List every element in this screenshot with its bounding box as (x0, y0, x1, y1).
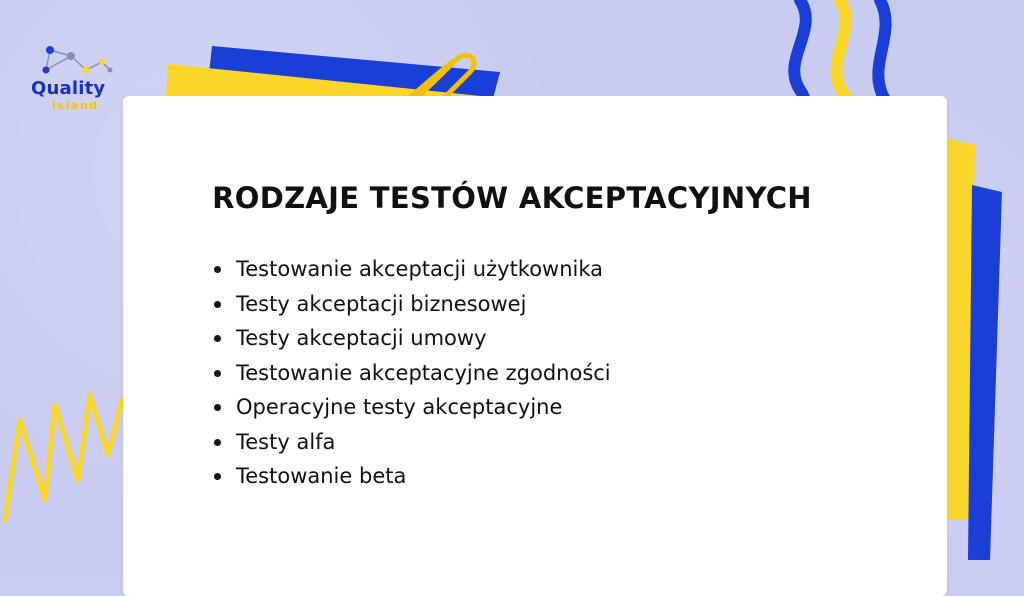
list-item: Testowanie akceptacyjne zgodności (212, 356, 611, 391)
list-item: Testy akceptacji umowy (212, 321, 611, 356)
logo-subtitle: Island (52, 99, 99, 112)
list-item: Operacyjne testy akceptacyjne (212, 390, 611, 425)
list-item: Testy akceptacji biznesowej (212, 287, 611, 322)
list-item: Testowanie beta (212, 459, 611, 494)
test-types-list (212, 252, 611, 494)
logo-title: Quality (31, 78, 106, 99)
list-item: Testowanie akceptacji użytkownika (212, 252, 611, 287)
list-item: Testy alfa (212, 425, 611, 460)
slide-title: RODZAJE TESTÓW AKCEPTACYJNYCH (212, 181, 812, 215)
